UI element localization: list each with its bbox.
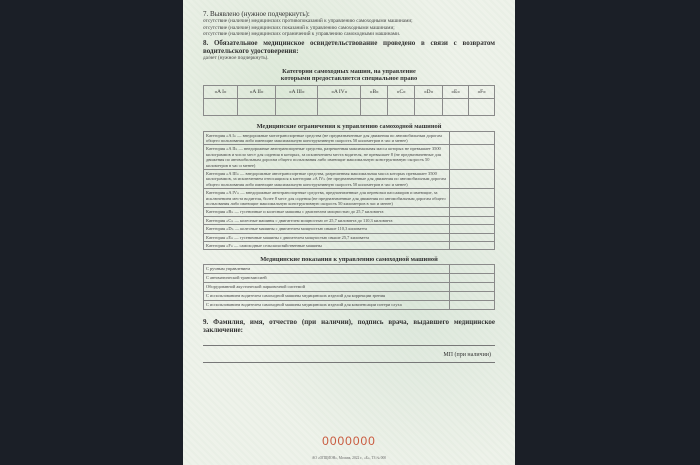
limitations-heading: Медицинские ограничения к управлению самоходной машиной (256, 122, 442, 130)
table-row (204, 225, 495, 233)
indication-mark (450, 292, 495, 301)
categories-heading-line-1: Категории самоходных машин, на управление (282, 67, 416, 75)
table-row (204, 242, 495, 250)
indications-heading: Медицинские показания к управлению самоходной машиной (260, 256, 438, 264)
limitation-mark (450, 242, 495, 250)
indication-mark (450, 265, 495, 274)
category-mark-cell (415, 98, 443, 115)
category-cell: «D» (415, 85, 443, 98)
limitation-mark (450, 131, 495, 145)
category-cell: «F» (469, 85, 495, 98)
category-mark-cell (361, 98, 388, 115)
category-mark-cell (388, 98, 415, 115)
indication-text: С использованием водителем самоходной машины медицинских изделий для коррекции зрения (204, 292, 450, 301)
category-mark-cell (442, 98, 468, 115)
indication-text: Оборудованной акустической парковочной системой (204, 283, 450, 292)
document-page (183, 0, 515, 465)
limitation-text: Категория «D» — колесные машины с двигателем мощностью свыше 110,3 киловатта (204, 225, 450, 233)
category-cell: «A III» (276, 85, 318, 98)
category-cell: «C» (388, 85, 415, 98)
category-cell: «A II» (238, 85, 276, 98)
limitation-text: Категория «E» — гусеничные машины с двигателем мощностью свыше 25,7 киловатта (204, 233, 450, 241)
table-row (204, 189, 495, 208)
limitation-mark (450, 233, 495, 241)
indication-text: С автоматической трансмиссией (204, 274, 450, 283)
section-9-title: 9. Фамилия, имя, отчество (при наличии), подпись врача, выдавшего медицинское заключение: (203, 318, 495, 335)
indication-mark (450, 274, 495, 283)
section-7-line-1: отсутствие (наличие) медицинских противопоказаний к управлению самоходными машинами; (203, 18, 413, 24)
stamp-row (203, 346, 495, 360)
limitation-mark (450, 145, 495, 170)
table-row (204, 170, 495, 189)
section-7-line-3: отсутствие (наличие) медицинских ограничений к управлению самоходными машинами. (203, 31, 401, 38)
section-8-note: да/нет (нужное подчеркнуть). (203, 55, 269, 62)
limitation-text: Категория «C» — колесные машины с двигателем мощностью от 25,7 киловатта до 110,3 киловатта (204, 216, 450, 224)
category-cell: «A IV» (318, 85, 361, 98)
limitation-mark (450, 208, 495, 216)
category-cell: «E» (442, 85, 468, 98)
indications-table (203, 264, 495, 310)
limitations-table (203, 131, 495, 251)
limitation-mark (450, 225, 495, 233)
category-cell: «A I» (204, 85, 238, 98)
limitation-mark (450, 170, 495, 189)
limitation-text: Категория «A IV» — внедорожные автотранспортные средства, предназначенные для перевозки пассажиров и имеющие, за исключением места водителя, более 8 мест для сидения (не предназначенные для движения по автомобильным дорогам общего пользования либо имеющие максимальную конструктивную скорость 50 километров в час и менее) (204, 189, 450, 208)
table-row (204, 292, 495, 301)
limitation-text: Категория «A I» — внедорожные мототранспортные средства (не предназначенные для движения по автомобильным дорогам общего пользования либо имеющие максимальную конструктивную скорость 50 километров в час и менее) (204, 131, 450, 145)
limitation-text: Категория «A II» — внедорожные автотранспортные средства, разрешенная максимальная масса которых не превышает 3500 килограммов и число мест для сидения в которых, за исключением места водителя, не превышает 8 (не предназначенные для движения по автомобильным дорогам общего пользования либо имеющие максимальную конструктивную скорость 50 километров в час и менее) (204, 145, 450, 170)
category-mark-cell (318, 98, 361, 115)
table-row (204, 283, 495, 292)
categories-heading-line-2: которыми предоставляется специальное право (280, 75, 418, 83)
category-mark-cell (238, 98, 276, 115)
section-7-title: 7. Выявлено (нужное подчеркнуть): (203, 10, 310, 18)
section-7-line-2: отсутствие (наличие) медицинских показаний к управлению самоходными машинами; (203, 24, 395, 31)
print-info: АО «ОПЦИОН», Москва, 2022 г., «Б», ТЗ № 000 (311, 456, 387, 460)
table-row (204, 131, 495, 145)
section-8-title: 8. Обязательное медицинское освидетельствование проведено в связи с возвратом водительского удостоверения: (203, 38, 495, 55)
limitation-mark (450, 216, 495, 224)
category-cell: «B» (361, 85, 388, 98)
table-row (204, 233, 495, 241)
serial-number: 0000000 (322, 434, 376, 448)
categories-table (203, 85, 495, 116)
limitation-text: Категория «F» — самоходные сельскохозяйственные машины (204, 242, 450, 250)
table-row (204, 274, 495, 283)
indication-text: С ручным управлением (204, 265, 450, 274)
signature-line (203, 335, 495, 346)
table-row (204, 301, 495, 310)
indication-text: С использованием водителем самоходной машины медицинских изделий для компенсации потери слуха (204, 301, 450, 310)
stamp-label: МП (при наличии) (443, 351, 491, 358)
table-row (204, 265, 495, 274)
limitation-mark (450, 189, 495, 208)
category-mark-cell (204, 98, 238, 115)
table-row (204, 216, 495, 224)
limitation-text: Категория «B» — гусеничные и колесные машины с двигателем мощностью до 25,7 киловатта (204, 208, 450, 216)
category-mark-cell (276, 98, 318, 115)
limitation-text: Категория «A III» — внедорожные автотранспортные средства, разрешенная максимальная масса которых превышает 3500 килограммов, за исключением относящихся к категории «A IV» (не предназначенные для движения по автомобильным дорогам общего пользования либо имеющие максимальную конструктивную скорость 50 километров в час и менее) (204, 170, 450, 189)
indication-mark (450, 301, 495, 310)
table-row (204, 145, 495, 170)
stamp-line (203, 360, 495, 363)
indication-mark (450, 283, 495, 292)
table-row (204, 208, 495, 216)
category-mark-cell (469, 98, 495, 115)
